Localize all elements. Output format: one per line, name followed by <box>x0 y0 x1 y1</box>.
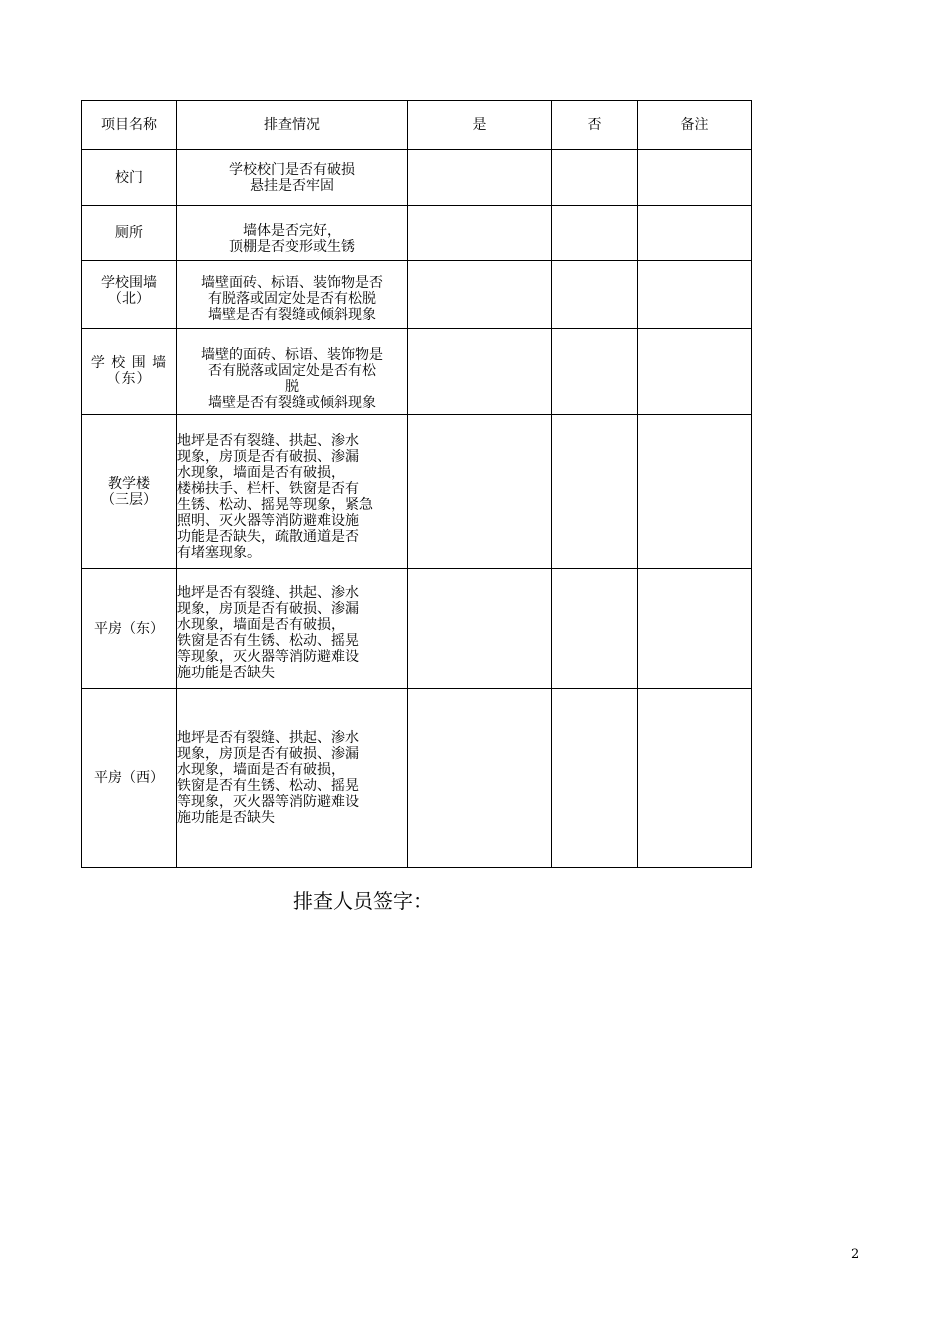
description-line: 有堵塞现象。 <box>177 545 261 561</box>
description-line: 现象，房顶是否有破损、渗漏 <box>177 746 359 762</box>
row-check-description <box>177 569 408 689</box>
table-row <box>82 261 752 329</box>
no-cell[interactable] <box>552 415 638 569</box>
remarks-cell[interactable] <box>638 689 752 868</box>
table-row <box>82 569 752 689</box>
description-line: 现象，房顶是否有破损、渗漏 <box>177 449 359 465</box>
table-header-row <box>82 101 752 150</box>
item-name-line: 教学楼 <box>108 475 150 492</box>
row-item-name <box>82 415 177 569</box>
header-remarks: 备注 <box>638 101 752 150</box>
header-item-name: 项目名称 <box>82 101 177 150</box>
yes-cell[interactable] <box>408 329 552 415</box>
description-line: 等现象，灭火器等消防避难设 <box>177 794 359 810</box>
inspection-table <box>81 100 752 868</box>
item-name-line: 学 校 围 墙 <box>90 355 168 371</box>
no-cell[interactable] <box>552 569 638 689</box>
description-line: 墙壁的面砖、标语、装饰物是 <box>201 347 383 363</box>
yes-cell[interactable] <box>408 569 552 689</box>
description-line: 顶棚是否变形或生锈 <box>229 239 355 255</box>
no-cell[interactable] <box>552 150 638 206</box>
yes-cell[interactable] <box>408 206 552 261</box>
description-line: 地坪是否有裂缝、拱起、渗水 <box>177 433 359 449</box>
header-no: 否 <box>552 101 638 150</box>
table-row <box>82 329 752 415</box>
description-line: 照明、灭火器等消防避难设施 <box>177 513 359 529</box>
table-row <box>82 689 752 868</box>
description-line: 水现象，墙面是否有破损， <box>177 465 345 481</box>
row-item-name: 校门 <box>82 150 177 206</box>
item-name-line: 学校围墙 <box>101 275 157 291</box>
description-line: 现象，房顶是否有破损、渗漏 <box>177 601 359 617</box>
row-check-description <box>177 689 408 868</box>
row-item-name: 平房（东） <box>82 569 177 689</box>
table-row <box>82 150 752 206</box>
description-line: 功能是否缺失，疏散通道是否 <box>177 529 359 545</box>
row-check-description <box>177 150 408 206</box>
item-name-line: （三层） <box>101 491 157 508</box>
description-line: 地坪是否有裂缝、拱起、渗水 <box>177 730 359 746</box>
remarks-cell[interactable] <box>638 261 752 329</box>
item-name-line: （东） <box>106 371 152 387</box>
remarks-cell[interactable] <box>638 150 752 206</box>
no-cell[interactable] <box>552 206 638 261</box>
page-number: 2 <box>851 1247 860 1262</box>
description-line: 墙壁是否有裂缝或倾斜现象 <box>208 307 376 323</box>
description-line: 水现象，墙面是否有破损， <box>177 762 345 778</box>
description-line: 脱 <box>285 379 299 395</box>
description-line: 有脱落或固定处是否有松脱 <box>208 291 376 307</box>
yes-cell[interactable] <box>408 150 552 206</box>
remarks-cell[interactable] <box>638 329 752 415</box>
description-line: 施功能是否缺失 <box>177 665 275 681</box>
row-item-name <box>82 329 177 415</box>
description-line: 地坪是否有裂缝、拱起、渗水 <box>177 585 359 601</box>
remarks-cell[interactable] <box>638 206 752 261</box>
description-line: 等现象，灭火器等消防避难设 <box>177 649 359 665</box>
description-line: 铁窗是否有生锈、松动、摇晃 <box>177 778 359 794</box>
no-cell[interactable] <box>552 261 638 329</box>
table-row <box>82 415 752 569</box>
row-item-name <box>82 261 177 329</box>
no-cell[interactable] <box>552 329 638 415</box>
no-cell[interactable] <box>552 689 638 868</box>
remarks-cell[interactable] <box>638 415 752 569</box>
row-item-name: 平房（西） <box>82 689 177 868</box>
row-check-description <box>177 415 408 569</box>
remarks-cell[interactable] <box>638 569 752 689</box>
table-row <box>82 206 752 261</box>
description-line: 生锈、松动、摇晃等现象，紧急 <box>177 497 373 513</box>
yes-cell[interactable] <box>408 689 552 868</box>
header-yes: 是 <box>408 101 552 150</box>
header-check-status: 排查情况 <box>177 101 408 150</box>
row-check-description <box>177 329 408 415</box>
row-check-description <box>177 206 408 261</box>
description-line: 墙体是否完好， <box>243 223 341 239</box>
description-line: 墙壁面砖、标语、装饰物是否 <box>201 275 383 291</box>
description-line: 施功能是否缺失 <box>177 810 275 826</box>
description-line: 水现象，墙面是否有破损， <box>177 617 345 633</box>
signature-label: 排查人员签字： <box>293 889 433 913</box>
item-name-line: （北） <box>108 291 150 307</box>
description-line: 墙壁是否有裂缝或倾斜现象 <box>208 395 376 411</box>
description-line: 悬挂是否牢固 <box>250 177 334 194</box>
row-item-name: 厕所 <box>82 206 177 261</box>
description-line: 铁窗是否有生锈、松动、摇晃 <box>177 633 359 649</box>
yes-cell[interactable] <box>408 261 552 329</box>
description-line: 楼梯扶手、栏杆、铁窗是否有 <box>177 481 359 497</box>
description-line: 学校校门是否有破损 <box>229 161 355 178</box>
yes-cell[interactable] <box>408 415 552 569</box>
row-check-description <box>177 261 408 329</box>
description-line: 否有脱落或固定处是否有松 <box>208 363 376 379</box>
